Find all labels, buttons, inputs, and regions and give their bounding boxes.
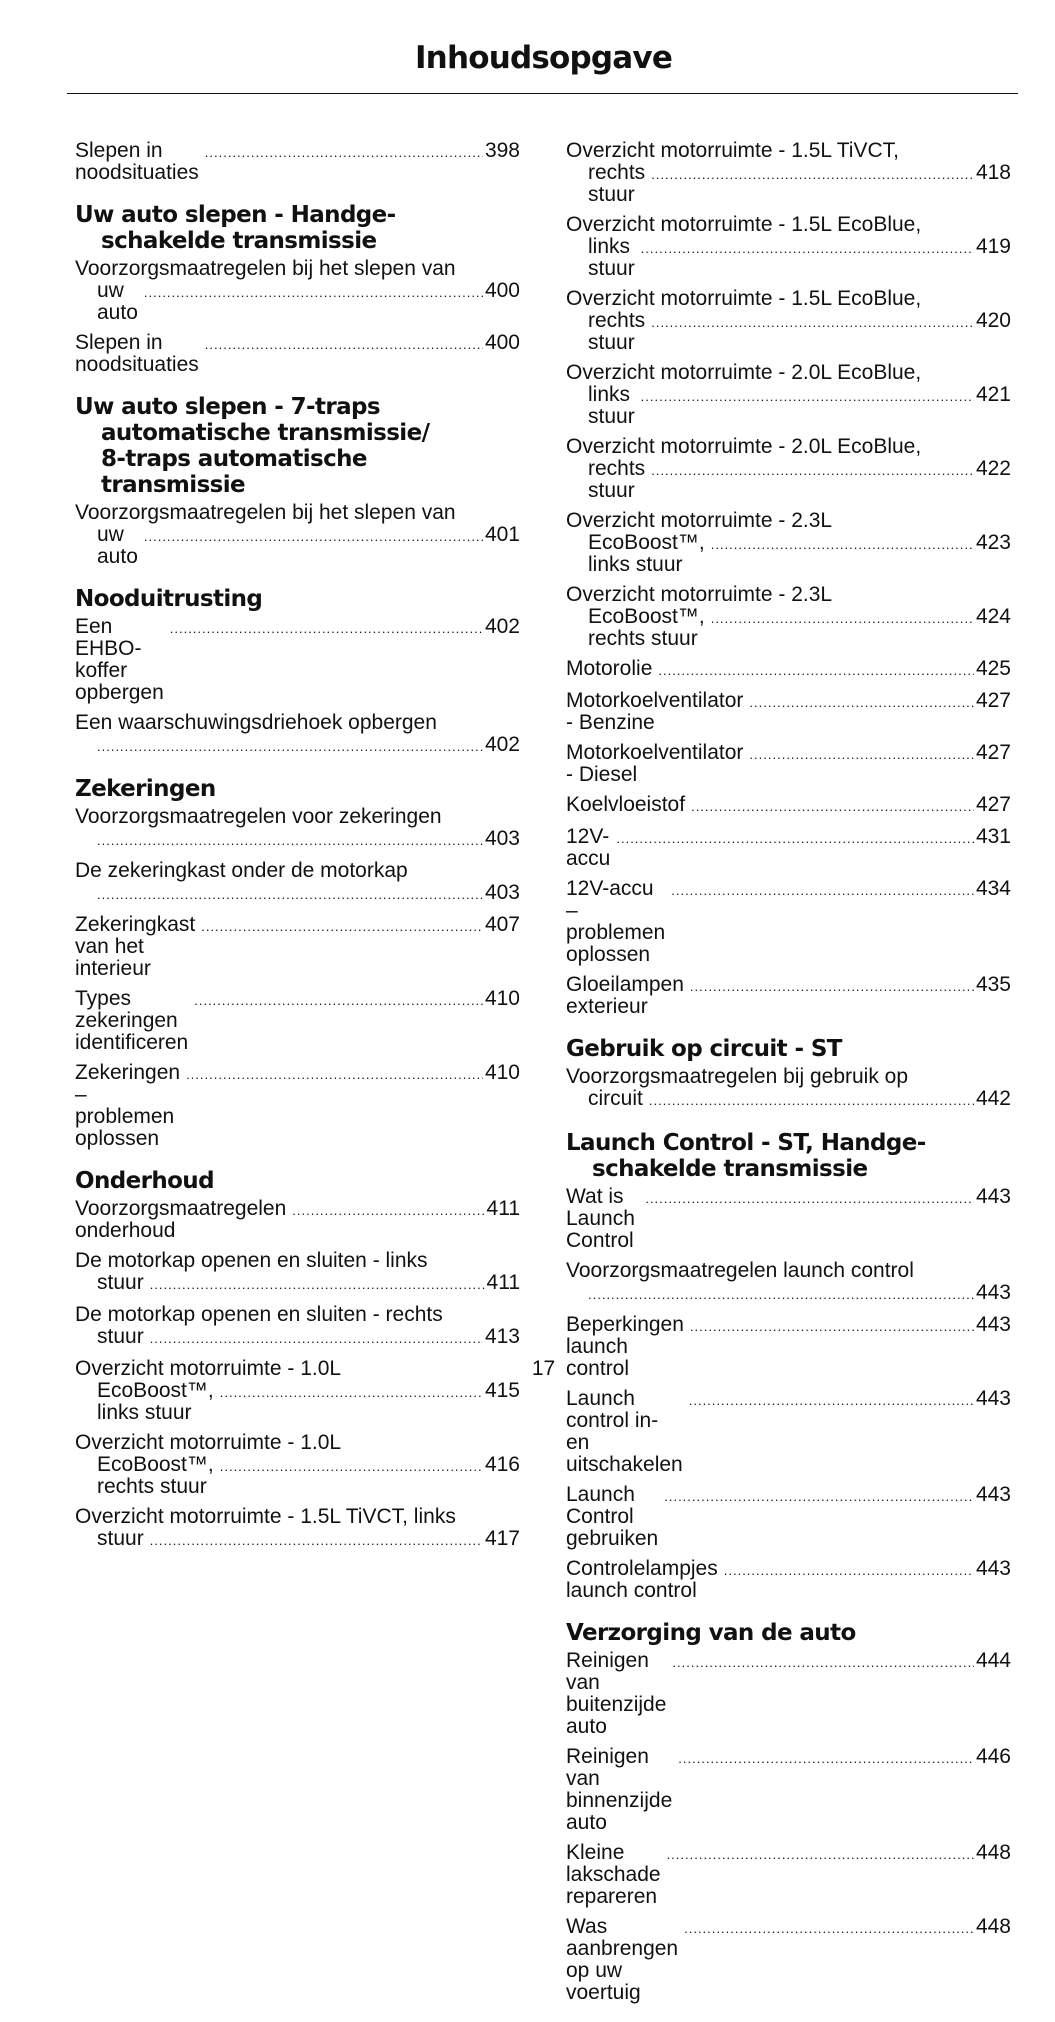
toc-entry-title-continued: stuur: [97, 1325, 144, 1348]
toc-page-number: 443: [975, 1557, 1011, 1580]
toc-page-number: 443: [975, 1281, 1011, 1304]
toc-entry[interactable]: [566, 794, 1011, 818]
toc-page-number: 410: [484, 987, 520, 1010]
toc-page-number: 448: [975, 1915, 1011, 1938]
toc-page-number: 402: [484, 733, 520, 756]
dot-leader: [150, 1328, 483, 1350]
toc-page-number: 443: [975, 1483, 1011, 1506]
section-heading-line: schakelde transmissie: [101, 228, 377, 254]
toc-page-number: 416: [484, 1453, 520, 1476]
toc-entry-title: Koelvloeistof: [566, 793, 686, 816]
dot-leader: [724, 1560, 974, 1582]
dot-leader: [220, 1456, 483, 1478]
toc-entry[interactable]: [75, 712, 520, 758]
toc-entry-title-continued: links stuur: [588, 235, 635, 280]
toc-page-number: 427: [975, 793, 1011, 816]
toc-entry[interactable]: [75, 914, 520, 980]
toc-entry[interactable]: [566, 1558, 1011, 1602]
toc-entry-title: Overzicht motorruimte - 1.5L TiVCT,: [566, 139, 899, 162]
section-heading[interactable]: [75, 586, 520, 612]
toc-page-number: 407: [484, 913, 520, 936]
dot-leader: [205, 142, 483, 164]
dot-leader: [749, 744, 974, 766]
toc-entry-title: Overzicht motorruimte - 2.0L EcoBlue,: [566, 361, 922, 384]
toc-entry[interactable]: [566, 436, 1011, 502]
toc-page-number: 400: [484, 279, 520, 302]
toc-entry-title: Overzicht motorruimte - 2.0L EcoBlue,: [566, 435, 922, 458]
dot-leader: [651, 312, 974, 334]
toc-entry-title-continued: uw auto: [97, 523, 138, 568]
section-heading[interactable]: [75, 394, 520, 498]
toc-entry-title: Motorkoelventilator - Diesel: [566, 741, 744, 786]
toc-entry-title-continued: links stuur: [588, 383, 635, 428]
toc-entry-title: Reinigen van buitenzijde auto: [566, 1649, 667, 1738]
toc-page-number: 419: [975, 235, 1011, 258]
toc-entry[interactable]: [75, 806, 520, 852]
section-heading[interactable]: [75, 1168, 520, 1194]
toc-entry[interactable]: [75, 1198, 520, 1242]
dot-leader: [616, 828, 974, 850]
toc-section-continued: [566, 140, 1011, 1018]
dot-leader: [150, 1274, 485, 1296]
dot-leader: [664, 1486, 974, 1508]
dot-leader: [97, 736, 483, 758]
dot-leader: [691, 796, 974, 818]
toc-entry-title-continued: stuur: [97, 1527, 144, 1550]
toc-entry-title: Was aanbrengen op uw voertuig: [566, 1915, 679, 2004]
toc-page-number: 410: [484, 1061, 520, 1084]
toc-page-number: 403: [484, 881, 520, 904]
section-heading[interactable]: [75, 776, 520, 802]
dot-leader: [651, 460, 974, 482]
toc-page-number: 442: [975, 1087, 1011, 1110]
toc-entry[interactable]: [566, 1746, 1011, 1834]
dot-leader: [649, 1090, 974, 1112]
toc-page-number: 398: [484, 139, 520, 162]
toc-entry-title: Overzicht motorruimte - 1.0L: [75, 1357, 342, 1380]
toc-entry-title-continued: EcoBoost™, links stuur: [97, 1379, 214, 1424]
toc-entry[interactable]: [75, 1506, 520, 1552]
dot-leader: [144, 526, 483, 548]
toc-entry[interactable]: [566, 584, 1011, 650]
dot-leader: [292, 1200, 484, 1222]
toc-page-number: 420: [975, 309, 1011, 332]
dot-leader: [671, 880, 974, 902]
toc-entry[interactable]: [566, 690, 1011, 734]
toc-entry-title: Voorzorgsmaatregelen onderhoud: [75, 1197, 287, 1242]
toc-section: [75, 776, 520, 1150]
dot-leader: [651, 164, 974, 186]
toc-entry-title: Wat is Launch Control: [566, 1185, 635, 1252]
toc-page-number: 417: [484, 1527, 520, 1550]
toc-entry[interactable]: [75, 616, 520, 704]
toc-entry-title: Voorzorgsmaatregelen bij het slepen van: [75, 501, 456, 524]
toc-page-number: 434: [975, 877, 1011, 900]
dot-leader: [194, 990, 483, 1012]
toc-page-number: 423: [975, 531, 1011, 554]
toc-entry[interactable]: [566, 742, 1011, 786]
dot-leader: [684, 1918, 974, 1940]
section-heading[interactable]: [75, 202, 520, 254]
dot-leader: [641, 238, 974, 260]
toc-section: [75, 202, 520, 376]
toc-entry[interactable]: [566, 658, 1011, 682]
toc-page-number: 411: [486, 1197, 520, 1220]
toc-entry-title-continued: rechts stuur: [588, 161, 646, 206]
toc-page-number: 435: [975, 973, 1011, 996]
toc-entry[interactable]: [75, 332, 520, 376]
dot-leader: [711, 608, 974, 630]
toc-page-number: 443: [975, 1313, 1011, 1336]
dot-leader: [689, 1390, 974, 1412]
dot-leader: [645, 1188, 974, 1210]
dot-leader: [220, 1382, 483, 1404]
toc-entry[interactable]: [75, 258, 520, 324]
toc-entry-title-continued: rechts stuur: [588, 457, 646, 502]
toc-entry[interactable]: [566, 974, 1011, 1018]
toc-entry-title: Launch Control gebruiken: [566, 1483, 659, 1550]
toc-entry[interactable]: [566, 1650, 1011, 1738]
toc-entry-title: Slepen in noodsituaties: [75, 331, 199, 376]
toc-page-number: 422: [975, 457, 1011, 480]
toc-entry-title: De motorkap openen en sluiten - rechts: [75, 1303, 443, 1326]
section-heading-line: transmissie: [101, 472, 246, 498]
toc-entry[interactable]: [566, 878, 1011, 966]
toc-entry-title: Overzicht motorruimte - 1.5L EcoBlue,: [566, 213, 922, 236]
toc-section-continued: [75, 140, 520, 184]
section-heading-line: Launch Control - ST, Handge-: [566, 1130, 926, 1156]
toc-entry[interactable]: [566, 140, 1011, 206]
toc-entry[interactable]: [566, 362, 1011, 428]
toc-entry-title: De zekeringkast onder de motorkap: [75, 859, 408, 882]
dot-leader: [205, 334, 483, 356]
section-heading-line: 8-traps automatische: [101, 446, 367, 472]
toc-entry-title-continued: stuur: [97, 1271, 144, 1294]
toc-section: [566, 1620, 1011, 2004]
dot-leader: [170, 618, 483, 640]
toc-page-number: 431: [975, 825, 1011, 848]
toc-page-number: 401: [484, 523, 520, 546]
toc-entry-title: Overzicht motorruimte - 1.5L EcoBlue,: [566, 287, 922, 310]
toc-entry[interactable]: [566, 1842, 1011, 1908]
toc-page-number: 443: [975, 1185, 1011, 1208]
toc-entry-title: 12V-accu: [566, 825, 611, 870]
dot-leader: [749, 692, 974, 714]
toc-entry[interactable]: [566, 826, 1011, 870]
section-heading-line: schakelde transmissie: [592, 1156, 868, 1182]
section-heading-line: automatische transmissie/: [101, 420, 430, 446]
dot-leader: [672, 1652, 974, 1674]
toc-entry[interactable]: [566, 214, 1011, 280]
toc-entry-title: 12V-accu – problemen oplossen: [566, 877, 666, 966]
section-heading-line: Zekeringen: [75, 776, 216, 802]
toc-section: [75, 586, 520, 758]
toc-page-number: 411: [486, 1271, 520, 1294]
toc-entry[interactable]: [75, 860, 520, 906]
toc-entry-title: Beperkingen launch control: [566, 1313, 684, 1380]
toc-entry-title: Kleine lakschade repareren: [566, 1841, 661, 1908]
toc-entry-title-continued: EcoBoost™, rechts stuur: [588, 605, 705, 650]
section-heading[interactable]: [566, 1036, 1011, 1062]
toc-page-number: 418: [975, 161, 1011, 184]
toc-page-number: 421: [975, 383, 1011, 406]
toc-entry-title: Controlelampjes launch control: [566, 1557, 718, 1602]
toc-entry-title: Slepen in noodsituaties: [75, 139, 199, 184]
toc-entry-title-continued: circuit: [588, 1087, 643, 1110]
toc-entry[interactable]: [566, 288, 1011, 354]
toc-page-number: 427: [975, 741, 1011, 764]
toc-page-number: 415: [484, 1379, 520, 1402]
section-heading[interactable]: [566, 1620, 1011, 1646]
toc-entry[interactable]: [566, 1916, 1011, 2004]
dot-leader: [658, 660, 974, 682]
toc-entry-title: Overzicht motorruimte - 1.0L: [75, 1431, 342, 1454]
dot-leader: [667, 1844, 974, 1866]
page-title: Inhoudsopgave: [414, 40, 673, 76]
toc-entry[interactable]: [566, 1260, 1011, 1306]
toc-entry[interactable]: [75, 1304, 520, 1350]
toc-entry-title: Motorolie: [566, 657, 653, 680]
toc-entry-title: Types zekeringen identificeren: [75, 987, 189, 1054]
toc-entry-title: Voorzorgsmaatregelen bij gebruik op: [566, 1065, 909, 1088]
toc-page-number: 425: [975, 657, 1011, 680]
toc-entry[interactable]: [75, 988, 520, 1054]
dot-leader: [588, 1284, 974, 1306]
dot-leader: [97, 884, 483, 906]
toc-entry[interactable]: [75, 1250, 520, 1296]
dot-leader: [186, 1064, 483, 1086]
toc-entry-title: Overzicht motorruimte - 2.3L: [566, 509, 833, 532]
toc-page-number: 427: [975, 689, 1011, 712]
section-heading[interactable]: [566, 1130, 1011, 1182]
toc-right-column: [566, 140, 1011, 2022]
dot-leader: [711, 534, 974, 556]
toc-left-column: [75, 140, 520, 1570]
toc-entry[interactable]: [75, 1432, 520, 1498]
toc-entry-title: Launch control in- en uitschakelen: [566, 1387, 683, 1476]
toc-entry-title: Gloeilampen exterieur: [566, 973, 684, 1018]
dot-leader: [690, 1316, 974, 1338]
dot-leader: [678, 1748, 974, 1770]
section-heading-line: Uw auto slepen - Handge-: [75, 202, 396, 228]
toc-entry-title: Zekeringkast van het interieur: [75, 913, 196, 980]
toc-entry[interactable]: [566, 510, 1011, 576]
toc-page-number: 400: [484, 331, 520, 354]
toc-entry-title-continued: uw auto: [97, 279, 138, 324]
toc-page-number: 402: [484, 615, 520, 638]
toc-entry-title: Overzicht motorruimte - 1.5L TiVCT, links: [75, 1505, 456, 1528]
title-divider: [67, 93, 1018, 94]
toc-page-number: 446: [975, 1745, 1011, 1768]
toc-entry[interactable]: [75, 140, 520, 184]
toc-entry[interactable]: [566, 1186, 1011, 1252]
toc-page-number: 424: [975, 605, 1011, 628]
toc-entry-title: Reinigen van binnenzijde auto: [566, 1745, 673, 1834]
dot-leader: [150, 1530, 483, 1552]
toc-entry-title: Een EHBO-koffer opbergen: [75, 615, 164, 704]
section-heading-line: Gebruik op circuit - ST: [566, 1036, 842, 1062]
toc-page-number: 413: [484, 1325, 520, 1348]
toc-entry-title: Motorkoelventilator - Benzine: [566, 689, 744, 734]
section-heading-line: Uw auto slepen - 7-traps: [75, 394, 380, 420]
page-number: 17: [531, 1357, 556, 1380]
toc-page-number: 444: [975, 1649, 1011, 1672]
toc-entry-title-continued: rechts stuur: [588, 309, 646, 354]
dot-leader: [144, 282, 483, 304]
toc-entry[interactable]: [566, 1484, 1011, 1550]
section-heading-line: Verzorging van de auto: [566, 1620, 856, 1646]
toc-entry-title-continued: EcoBoost™, rechts stuur: [97, 1453, 214, 1498]
toc-page-number: 403: [484, 827, 520, 850]
toc-entry-title: Voorzorgsmaatregelen voor zekeringen: [75, 805, 442, 828]
toc-entry-title: Voorzorgsmaatregelen launch control: [566, 1259, 914, 1282]
toc-entry[interactable]: [566, 1066, 1011, 1112]
toc-entry-title: De motorkap openen en sluiten - links: [75, 1249, 428, 1272]
toc-entry[interactable]: [566, 1388, 1011, 1476]
toc-entry[interactable]: [75, 502, 520, 568]
dot-leader: [97, 830, 483, 852]
dot-leader: [641, 386, 974, 408]
toc-section: [75, 394, 520, 568]
toc-page-number: 443: [975, 1387, 1011, 1410]
toc-entry[interactable]: [75, 1062, 520, 1150]
toc-entry-title-continued: EcoBoost™, links stuur: [588, 531, 705, 576]
dot-leader: [690, 976, 974, 998]
section-heading-line: Onderhoud: [75, 1168, 214, 1194]
dot-leader: [201, 916, 483, 938]
toc-page-number: 448: [975, 1841, 1011, 1864]
toc-entry-title: Overzicht motorruimte - 2.3L: [566, 583, 833, 606]
toc-entry-title: Zekeringen – problemen oplossen: [75, 1061, 181, 1150]
toc-entry-title: Voorzorgsmaatregelen bij het slepen van: [75, 257, 456, 280]
toc-section: [566, 1036, 1011, 1112]
section-heading-line: Nooduitrusting: [75, 586, 263, 612]
toc-entry-title: Een waarschuwingsdriehoek opbergen: [75, 711, 437, 734]
